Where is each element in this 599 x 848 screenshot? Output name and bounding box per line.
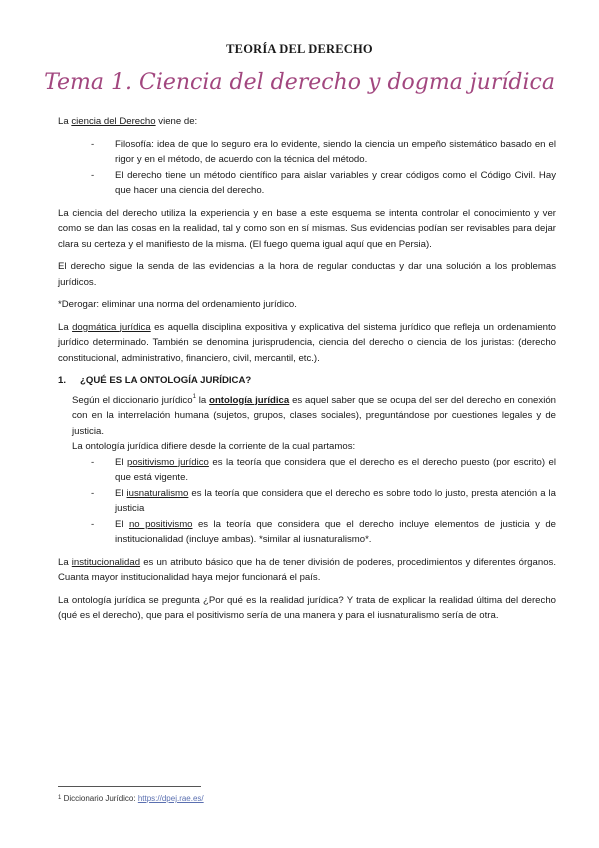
footnote-ref[interactable]: 1: [192, 393, 196, 400]
paragraph-dogmatica: [58, 320, 556, 367]
footnote-label: Diccionario Jurídico:: [61, 794, 138, 803]
intro-list: [58, 137, 556, 199]
list-item: [115, 486, 556, 517]
paragraph-institucionalidad: [58, 555, 556, 586]
list-item: [115, 455, 556, 486]
item-text-after: es la teoría que considera que el derecho es el derecho puesto (por escrito) el que está vigente.: [115, 456, 556, 483]
def-text-mid: la: [195, 394, 210, 406]
term-dogmatica-juridica: dogmática jurídica: [72, 321, 151, 333]
inst-text-after: es un atributo básico que ha de tener división de poderes, procedimientos y diferentes órganos. Cuanta mayor institucionalidad haya mejor funcionará el país.: [58, 556, 556, 583]
footnote-link[interactable]: https://dpej.rae.es/: [137, 794, 204, 803]
dogmatica-text: La: [58, 321, 73, 333]
item-text: El: [115, 518, 129, 530]
section-heading: [58, 373, 556, 389]
list-item: - El derecho tiene un método científico para aislar variables y crear códigos como el Código Civil. Hay que hacer una ciencia del derecho.: [115, 168, 556, 199]
footnote-divider: [58, 786, 201, 787]
item-text-after: es la teoría que considera que el derecho incluye elementos de justicia y de institucionalidad (incluye ambas). *similar al iusnaturalismo*.: [115, 518, 556, 545]
paragraph-evidencias: El derecho sigue la senda de las evidencias a la hora de regular conductas y dar una solución a los problemas jurídicos.: [58, 261, 556, 288]
intro-text-after: viene de:: [155, 116, 198, 127]
item-text-after: es la teoría que considera que el derecho es sobre todo lo justo, presta atención a la justicia: [115, 487, 556, 514]
section-number: 1.: [58, 375, 67, 386]
document-body: [58, 114, 556, 631]
tema-title: Tema 1. Ciencia del derecho y dogma jurídica: [44, 70, 555, 95]
term-positivismo-juridico: positivismo jurídico: [127, 456, 209, 468]
document-title: TEORÍA DEL DERECHO: [226, 42, 373, 56]
item-text: El: [115, 487, 127, 499]
list-item: - Filosofía: idea de que lo seguro era lo evidente, siendo la ciencia un empeño sistemático basado en el rigor y en el método, de acuerdo con la técnica del método.: [115, 137, 556, 168]
term-iusnaturalismo: iusnaturalismo: [126, 487, 189, 499]
def-text: Según el diccionario jurídico: [72, 394, 193, 406]
footnote-number: 1: [58, 795, 62, 801]
term-ciencia-del-derecho: ciencia del Derecho: [71, 116, 156, 127]
term-institucionalidad: institucionalidad: [71, 556, 141, 568]
footnote: [58, 794, 204, 803]
section-title: ¿QUÉ ES LA ONTOLOGÍA JURÍDICA?: [80, 375, 252, 386]
term-ontologia-juridica: ontología jurídica: [209, 394, 290, 406]
ontologia-list: [58, 455, 556, 548]
paragraph-ontologia-def: [72, 393, 556, 440]
paragraph-ontologia-pregunta: La ontología jurídica se pregunta ¿Por qué es la realidad jurídica? Y trata de explicar la realidad última del derecho (qué es el derecho), que para el positivismo sería de una manera y para el iusnaturalismo sería de otra.: [58, 594, 556, 621]
def-text-after: es aquel saber que se ocupa del ser del derecho en conexión con en la interrelación humana (sujetos, grupos, clases sociales), preguntándose por cuestiones legales y de justicia.: [72, 394, 556, 437]
section-body: [58, 393, 556, 455]
intro-text: La: [58, 116, 72, 127]
list-item: [115, 517, 556, 548]
paragraph-derogar: *Derogar: eliminar una norma del ordenamiento jurídico.: [58, 299, 297, 310]
term-no-positivismo: no positivismo: [128, 518, 193, 530]
inst-text: La: [58, 556, 72, 568]
intro-paragraph: [58, 114, 556, 130]
paragraph-experiencia: La ciencia del derecho utiliza la experiencia y en base a este esquema se intenta controlar el conocimiento y ver como se dan las cosas en la realidad, tal y como son en sí mismas. Sus evidencias podían ser revisables para dejar clara su certeza y el manifiesto de la misma. (El fuego quema igual aquí que en Persia).: [58, 207, 556, 250]
paragraph-differs: La ontología jurídica difiere desde la corriente de la cual partamos:: [72, 441, 356, 452]
item-text: El: [115, 456, 128, 468]
dogmatica-text-after: es aquella disciplina expositiva y explicativa del sistema jurídico que refleja un ordenamiento jurídico determinado. También se denomina jurisprudencia, ciencia del derecho o ciencia de los juristas: (derecho constitucional, administrativo, financiero, civil, mercantil, etc.).: [58, 321, 556, 364]
